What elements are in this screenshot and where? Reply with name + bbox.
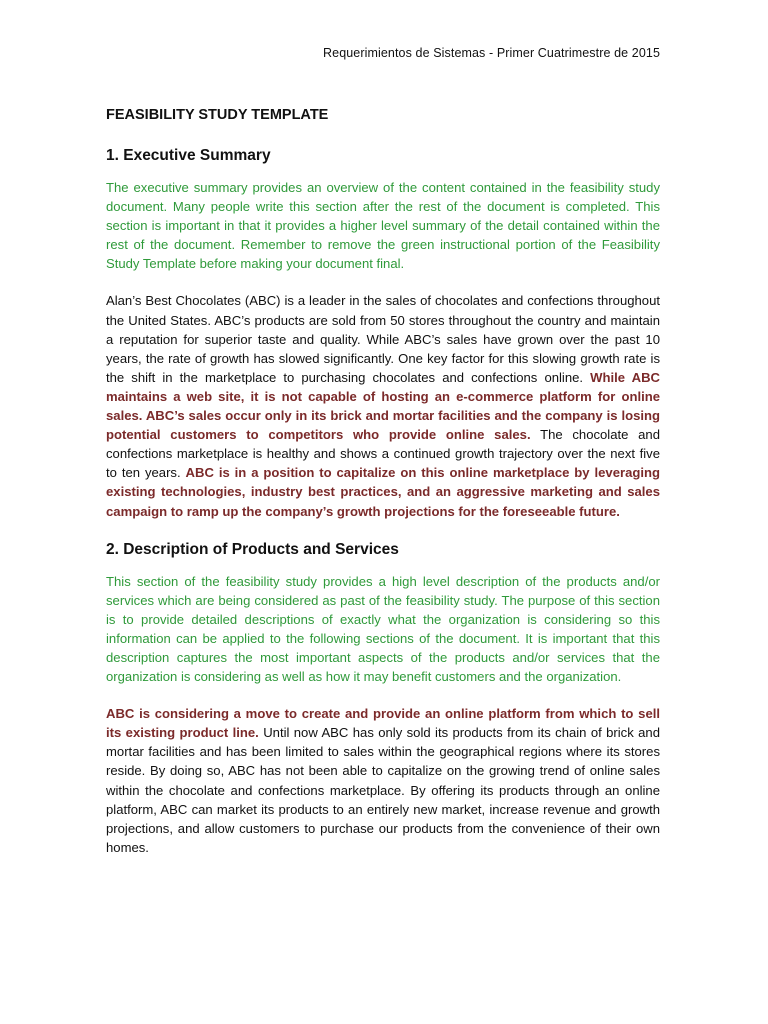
document-title: FEASIBILITY STUDY TEMPLATE xyxy=(106,107,329,123)
section-heading-products-services: 2. Description of Products and Services xyxy=(106,540,399,558)
executive-summary-body xyxy=(106,291,660,520)
executive-summary-emphasis-2: ABC is in a position to capitalize on this online marketplace by leveraging existing technologies, industry best practices, and an aggressive marketing and sales campaign to ramp up the company’s growth projections for the foreseeable future. xyxy=(106,465,660,519)
executive-summary-instruction: The executive summary provides an overview of the content contained in the feasibility study document. Many people write this section after the rest of the document is completed. This section is important in that it provides a higher level summary of the detail contained within the rest of the document. Remember to remove the green instructional portion of the Feasibility Study Template before making your document final. xyxy=(106,180,660,272)
executive-summary-text-1: Alan’s Best Chocolates (ABC) is a leader in the sales of chocolates and confections throughout the United States. ABC’s products are sold from 50 stores throughout the country and maintain a reputation for superior taste and quality. While ABC’s sales have grown over the past 10 years, the rate of growth has slowed significantly. One key factor for this slowing growth rate is the shift in the marketplace to purchasing chocolates and confections online. xyxy=(106,293,660,385)
section-heading-executive-summary: 1. Executive Summary xyxy=(106,147,271,164)
executive-summary-emphasis-1: While ABC maintains a web site, it is not capable of hosting an e-commerce platform for online sales. ABC’s sales occur only in its brick and mortar facilities and the company is losing potential customers to competitors who provide online sales. xyxy=(106,369,661,443)
products-services-instruction: This section of the feasibility study provides a high level description of the products and/or services which are being considered as past of the feasibility study. The purpose of this section is to provide detailed descriptions of exactly what the organization is considering so this information can be applied to the following sections of the document. It is important that this description captures the most important aspects of the products and/or services that the organization is considering as well as how it may benefit customers and the organization. xyxy=(106,573,660,685)
products-services-body xyxy=(106,704,660,857)
products-services-text-1: Until now ABC has only sold its products from its chain of brick and mortar facilities and has been limited to sales within the geographical regions where its stores reside. By doing so, ABC has not been able to capitalize on the growing trend of online sales within the chocolate and confections marketplace. By offering its products through an online platform, ABC can market its products to an entirely new market, increase revenue and growth projections, and allow customers to purchase our products from the convenience of their own homes. xyxy=(106,725,660,855)
executive-summary-text-2: The chocolate and confections marketplace is healthy and shows a continued growth trajectory over the next five to ten years. xyxy=(106,427,660,481)
document-content xyxy=(106,105,660,875)
products-services-emphasis-1: ABC is considering a move to create and provide an online platform from which to sell its existing product line. xyxy=(106,706,660,741)
running-header: Requerimientos de Sistemas - Primer Cuatrimestre de 2015 xyxy=(323,46,660,60)
